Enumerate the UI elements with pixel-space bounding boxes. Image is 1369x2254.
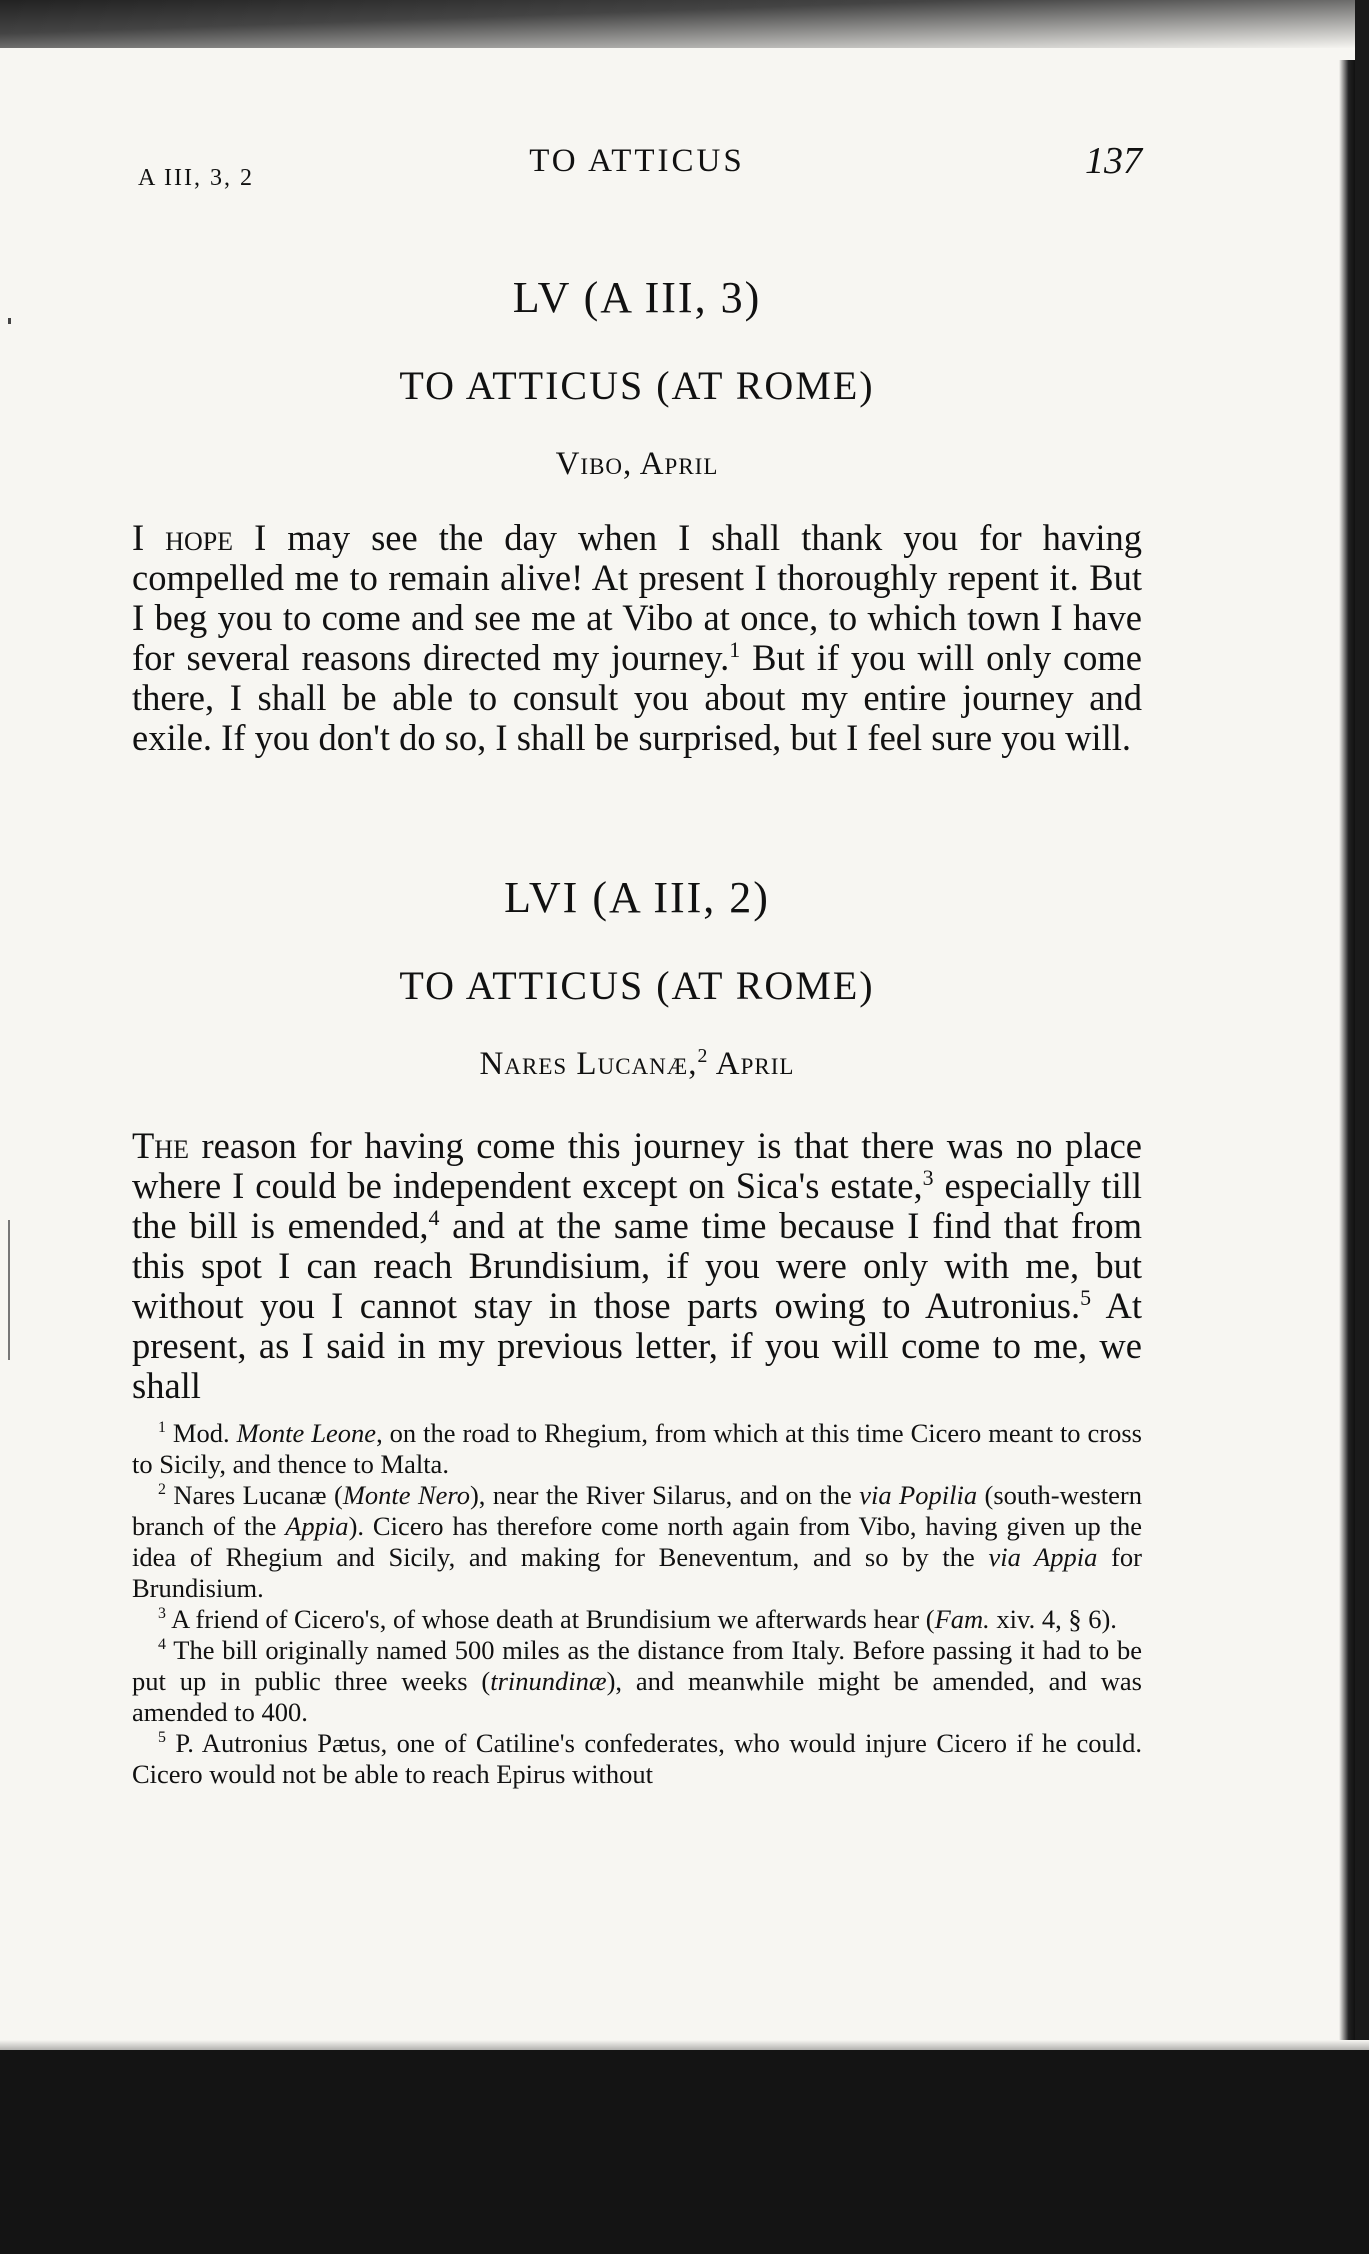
footnote-text: Mod.	[165, 1418, 237, 1448]
scan-margin-mark	[8, 1220, 10, 1360]
letter-1-numeral: LV	[512, 273, 571, 322]
footnote-1	[132, 1418, 1142, 1480]
footnote-text: A friend of Cicero's, of whose death at Brundisium we afterwards hear (	[165, 1604, 935, 1634]
footnote-ref-1: 1	[729, 636, 741, 662]
footnote-text: ), near the River Silarus, and on the	[469, 1480, 860, 1510]
footnote-italic: via Appia	[988, 1542, 1098, 1572]
letter-1-addressee: TO ATTICUS (AT ROME)	[399, 363, 875, 408]
letter-2-number	[132, 872, 1142, 923]
footnote-text: for Brundisium.	[132, 1542, 1142, 1603]
letter-2-opening: The	[132, 1125, 189, 1166]
footnote-text: (south-western branch of the	[132, 1480, 1143, 1541]
letter-1-ref: (A III, 3)	[583, 273, 762, 322]
letter-2-text-a: reason for having come this journey is that there was no place where I could be independent except on Sica's estate,	[132, 1125, 1142, 1206]
footnote-ref-5: 5	[1080, 1284, 1092, 1310]
letter-2-numeral: LVI	[504, 873, 580, 922]
letter-2-place-date	[132, 1046, 1142, 1083]
footnote-4	[132, 1635, 1142, 1728]
footnote-number: 3	[158, 1605, 166, 1623]
footnote-text: Nares Lucanæ (	[165, 1480, 343, 1510]
footnote-italic: trinundinæ	[490, 1666, 607, 1696]
page-number: 137	[1085, 140, 1142, 182]
letter-2-text-b: especially till the bill is emended,	[132, 1165, 1142, 1246]
footnote-number: 4	[158, 1636, 166, 1654]
footnote-italic: Monte Leone	[236, 1418, 377, 1448]
footnote-italic: via Popilia	[859, 1480, 978, 1510]
footnote-ref-3: 3	[922, 1164, 934, 1190]
footnote-number: 2	[158, 1481, 166, 1499]
scan-bottom-background	[0, 2050, 1369, 2254]
footnote-text: The bill originally named 500 miles as the distance from Italy. Before passing it had to be put up in public three weeks (	[132, 1635, 1142, 1696]
footnote-italic: Monte Nero	[342, 1480, 470, 1510]
footnote-number: 1	[158, 1419, 166, 1437]
letter-2-text-d: At present, as I said in my previous letter, if you will come to me, we shall	[132, 1285, 1142, 1406]
footnote-3	[132, 1604, 1142, 1635]
letter-1-number	[132, 272, 1142, 323]
letter-2-text-c: and at the same time because I find that from this spot I can reach Brundisium, if you were only with me, but without you I cannot stay in those parts owing to Autronius.	[132, 1205, 1142, 1326]
letter-1-opening: I hope	[132, 517, 234, 558]
scan-right-edge	[1339, 60, 1355, 2050]
footnotes	[132, 1418, 1142, 1790]
footnote-text: P. Autronius Pætus, one of Catiline's confederates, who would injure Cicero if he could. Cicero would not be able to reach Epirus without	[132, 1728, 1142, 1789]
letter-2-body	[132, 1126, 1142, 1406]
footnote-number: 5	[158, 1729, 166, 1747]
letter-2-date: April	[708, 1046, 795, 1082]
letter-2-addressee: TO ATTICUS (AT ROME)	[399, 963, 875, 1008]
letter-2-place: Nares Lucanæ,	[479, 1046, 698, 1082]
footnote-text: ). Cicero has therefore come north again from Vibo, having given up the idea of Rhegium and Sicily, and making for Beneventum, and so by the	[132, 1511, 1142, 1572]
footnote-ref-2: 2	[697, 1045, 709, 1067]
footnote-5	[132, 1728, 1142, 1790]
letter-1-text-a: I may see the day when I shall thank you for having compelled me to remain alive! At present I thoroughly repent it. But I beg you to come and see me at Vibo at once, to which town I have for several reasons directed my journey.	[132, 517, 1142, 678]
letter-1-place-date: Vibo, April	[555, 446, 719, 482]
footnote-ref-4: 4	[428, 1204, 440, 1230]
footnote-text: , on the road to Rhegium, from which at this time Cicero meant to cross to Sicily, and thence to Malta.	[132, 1418, 1142, 1479]
footnote-text: xiv. 4, § 6).	[989, 1604, 1117, 1634]
footnote-text: ), and meanwhile might be amended, and was amended to 400.	[132, 1666, 1142, 1727]
scan-speck	[8, 318, 11, 324]
letter-1-body	[132, 518, 1142, 758]
footnote-italic: Fam.	[934, 1604, 990, 1634]
letter-2-ref: (A III, 2)	[592, 873, 770, 922]
running-head-title: TO ATTICUS	[529, 143, 745, 179]
footnote-2	[132, 1480, 1142, 1604]
scan-top-shadow	[0, 0, 1355, 48]
running-head	[132, 135, 1142, 191]
letter-1-text-b: But if you will only come there, I shall be able to consult you about my entire journey and exile. If you don't do so, I shall be surprised, but I feel sure you will.	[132, 637, 1142, 758]
footnote-italic: Appia	[285, 1511, 349, 1541]
running-head-reference: A III, 3, 2	[138, 165, 254, 191]
